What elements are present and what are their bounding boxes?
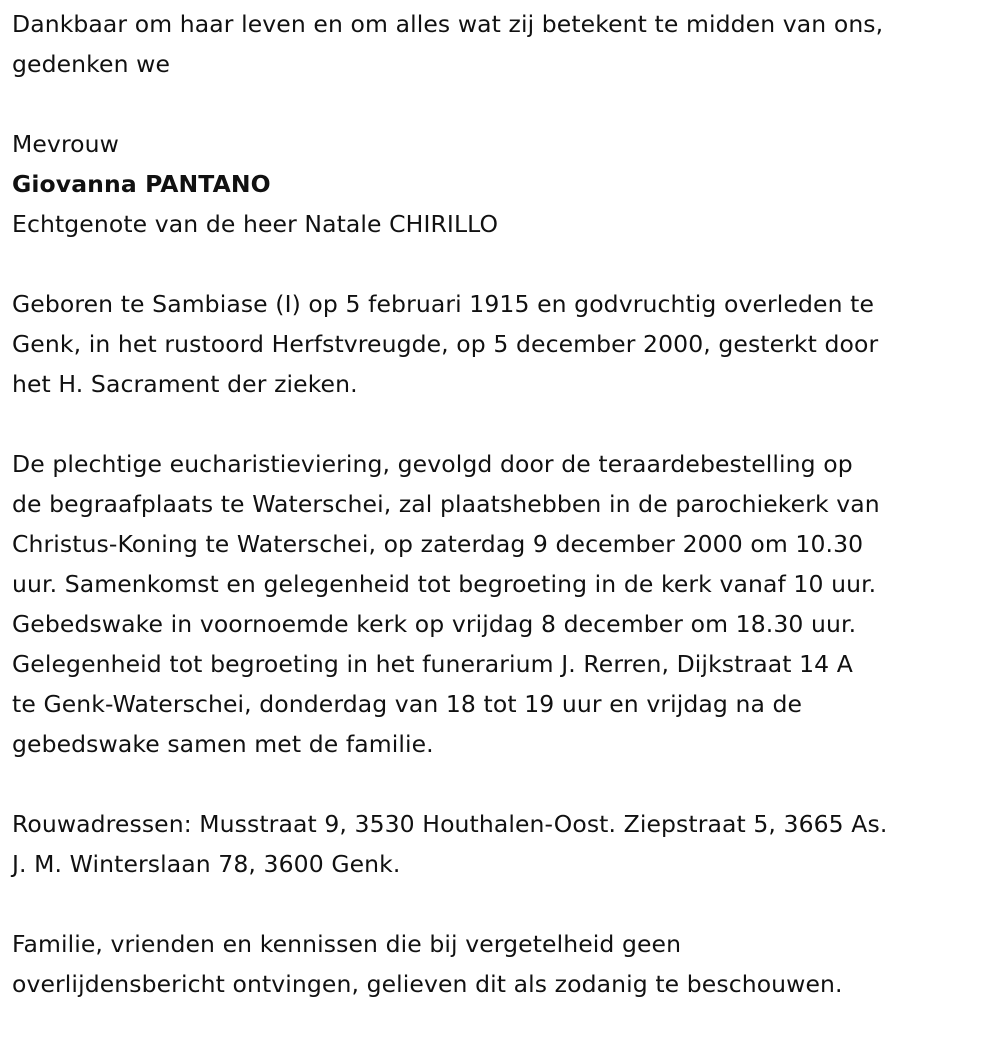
ceremony-line: De plechtige eucharistieviering, gevolgd door de teraardebestelling op: [12, 450, 853, 478]
closing-paragraph: [12, 924, 1000, 1004]
spacer: [12, 884, 1000, 924]
birth-death-line: Genk, in het rustoord Herfstvreugde, op 5 december 2000, gesterkt door: [12, 330, 879, 358]
ceremony-line: te Genk-Waterschei, donderdag van 18 tot 19 uur en vrijdag na de: [12, 690, 803, 718]
closing-line: overlijdensbericht ontvingen, gelieven dit als zodanig te beschouwen.: [12, 970, 843, 998]
ceremony-line: de begraafplaats te Waterschei, zal plaatshebben in de parochiekerk van: [12, 490, 880, 518]
ceremony-line: Christus-Koning te Waterschei, op zaterdag 9 december 2000 om 10.30: [12, 530, 864, 558]
spacer: [12, 764, 1000, 804]
ceremony-line: uur. Samenkomst en gelegenheid tot begroeting in de kerk vanaf 10 uur.: [12, 570, 877, 598]
deceased-name: Giovanna PANTANO: [12, 170, 271, 198]
intro-paragraph: [12, 4, 1000, 84]
spouse-line: Echtgenote van de heer Natale CHIRILLO: [12, 210, 499, 238]
address-line: Rouwadressen: Musstraat 9, 3530 Houthalen-Oost. Ziepstraat 5, 3665 As.: [12, 810, 888, 838]
birth-death-line: het H. Sacrament der zieken.: [12, 370, 358, 398]
spacer: [12, 244, 1000, 284]
spacer: [12, 84, 1000, 124]
birth-death-paragraph: [12, 284, 1000, 404]
ceremony-line: gebedswake samen met de familie.: [12, 730, 434, 758]
birth-death-line: Geboren te Sambiase (I) op 5 februari 1915 en godvruchtig overleden te: [12, 290, 875, 318]
closing-line: Familie, vrienden en kennissen die bij vergetelheid geen: [12, 930, 682, 958]
honorific: Mevrouw: [12, 130, 119, 158]
ceremony-paragraph: [12, 444, 1000, 764]
address-line: J. M. Winterslaan 78, 3600 Genk.: [12, 850, 401, 878]
intro-line: Dankbaar om haar leven en om alles wat zij betekent te midden van ons,: [12, 10, 884, 38]
ceremony-line: Gebedswake in voornoemde kerk op vrijdag 8 december om 18.30 uur.: [12, 610, 857, 638]
intro-line: gedenken we: [12, 50, 171, 78]
spacer: [12, 404, 1000, 444]
person-block: [12, 124, 1000, 244]
ceremony-line: Gelegenheid tot begroeting in het funerarium J. Rerren, Dijkstraat 14 A: [12, 650, 853, 678]
addresses-paragraph: [12, 804, 1000, 884]
